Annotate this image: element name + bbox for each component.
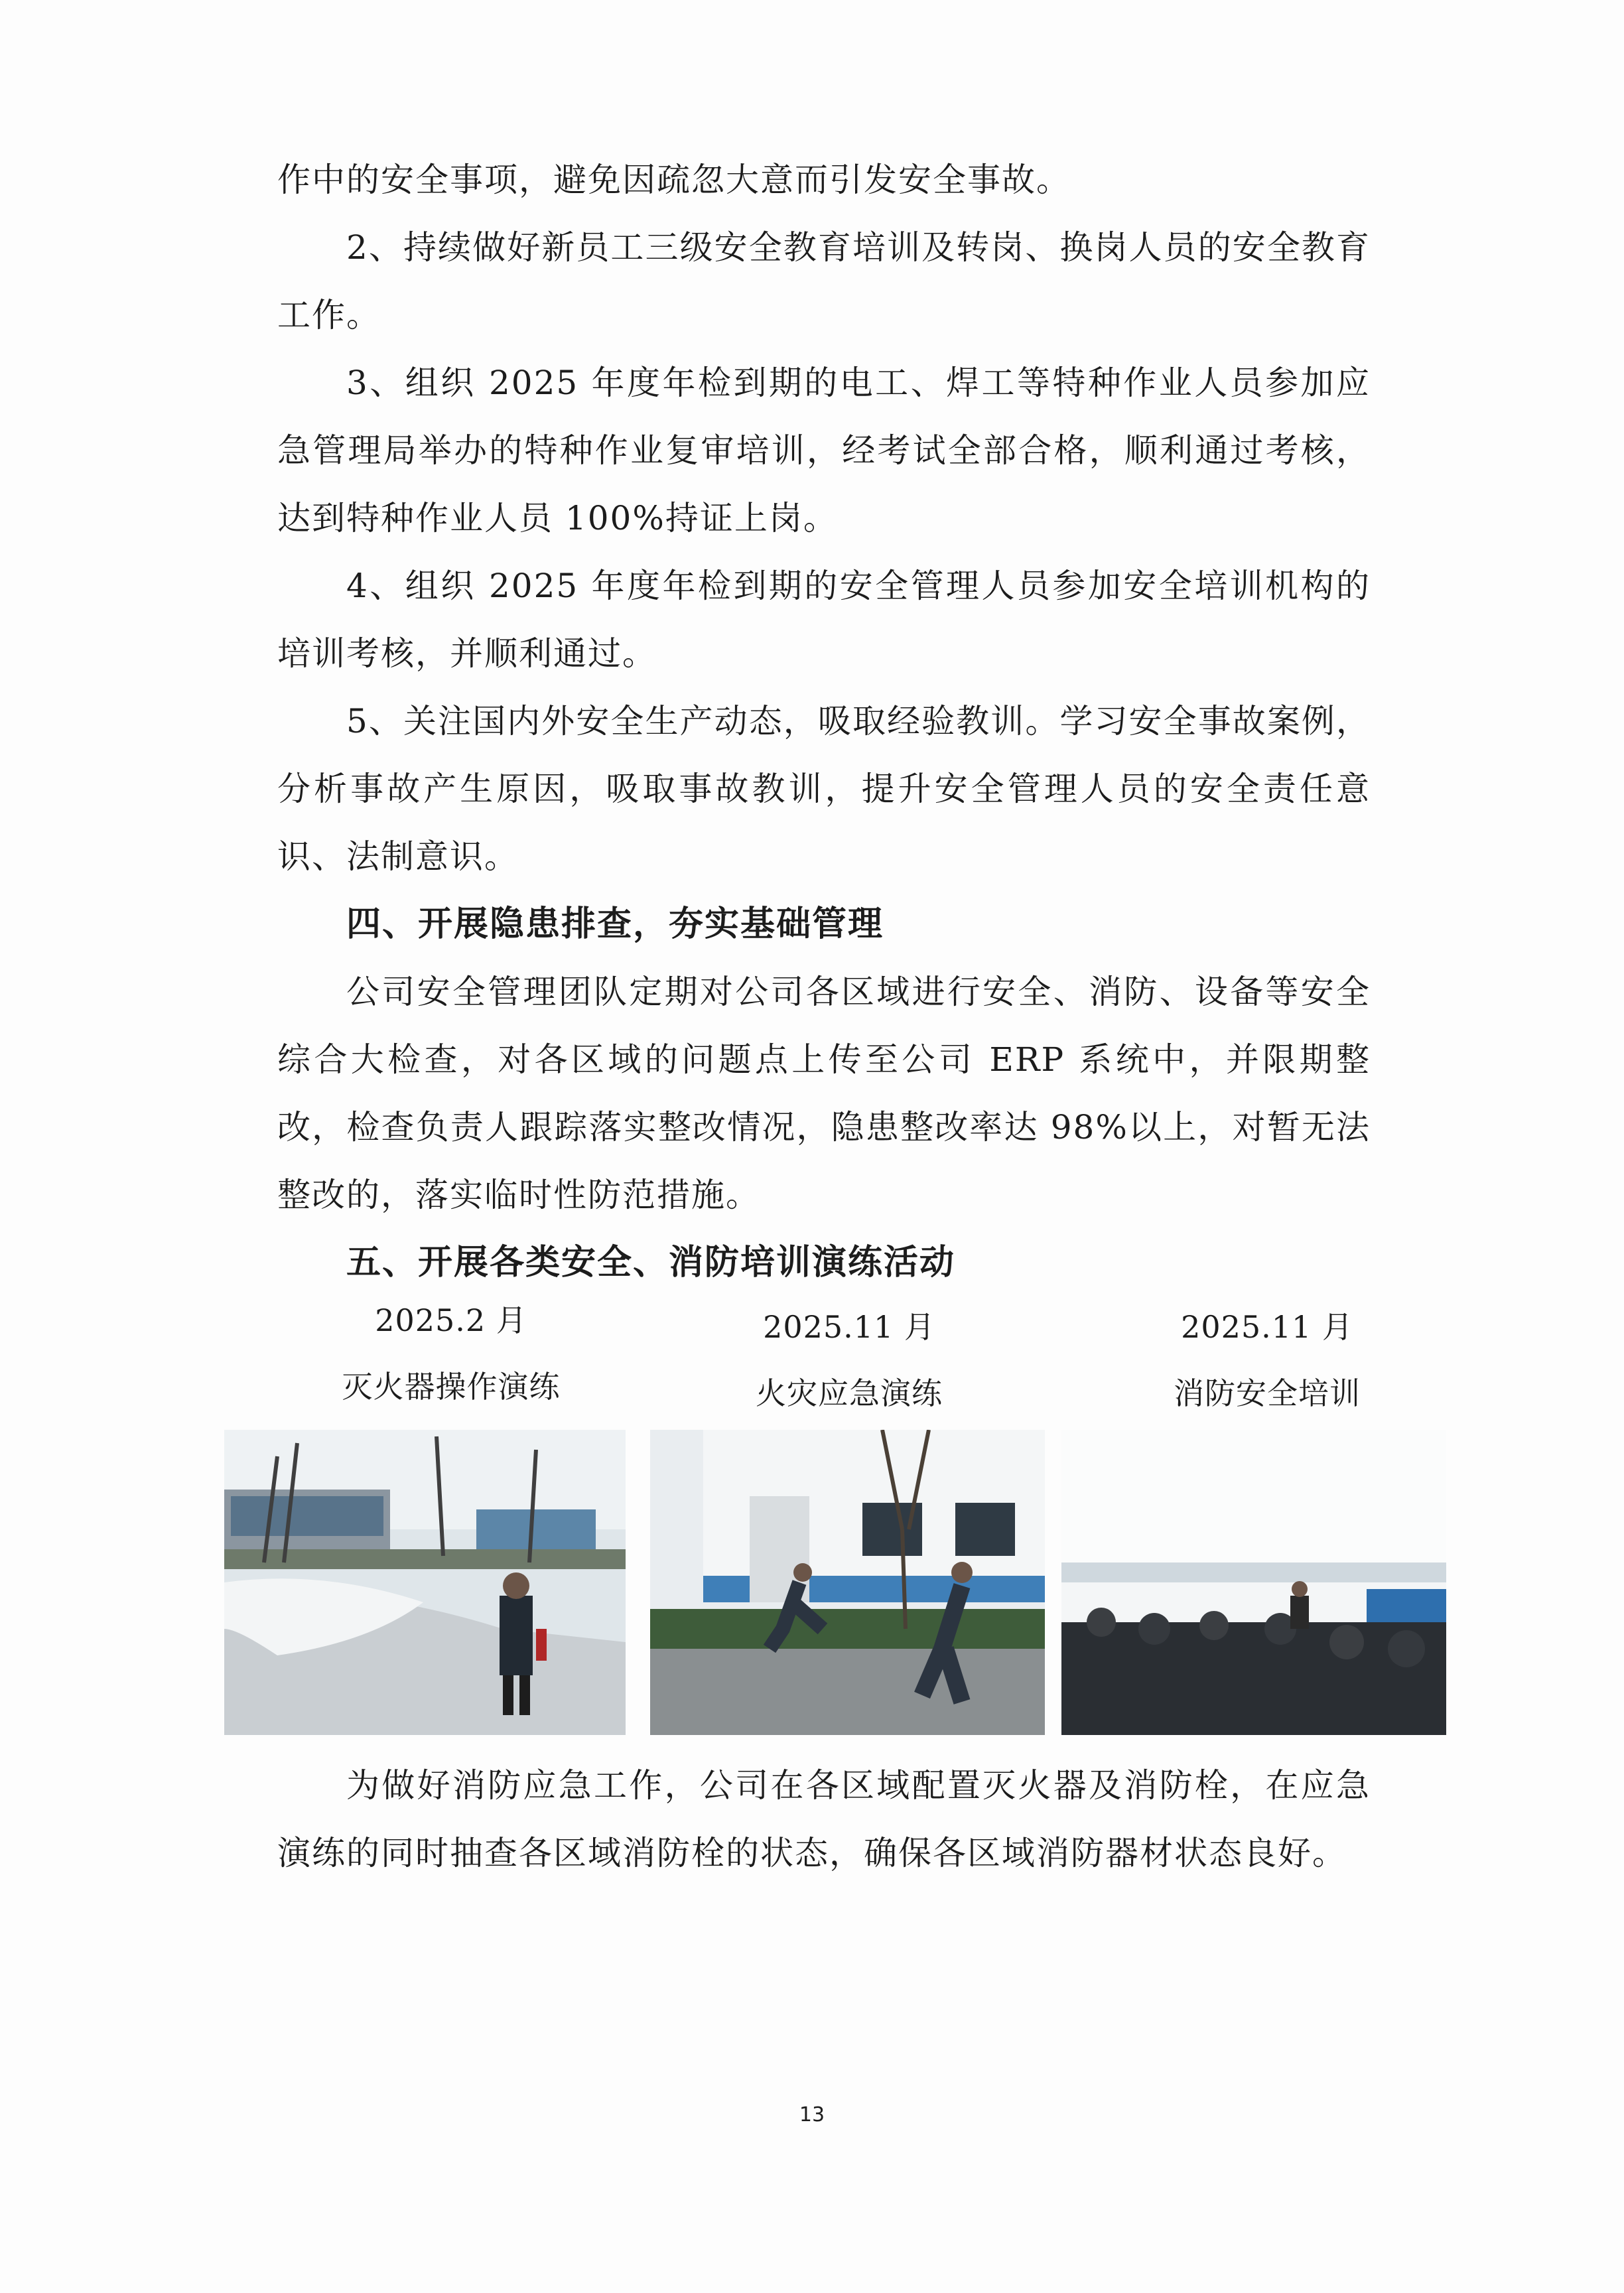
photo-extinguisher-drill-image xyxy=(224,1430,626,1735)
section-heading-5: 五、开展各类安全、消防培训演练活动 xyxy=(346,1243,956,1283)
photo-safety-training-image xyxy=(1061,1430,1446,1735)
paragraph-hazard-inspection: 公司安全管理团队定期对公司各区域进行安全、消防、设备等安全综合大检查，对各区域的问题点上传至公司 ERP 系统中，并限期整改，检查负责人跟踪落实整改情况，隐患整改率达 98%以上，对暂无法整改的，落实临时性防范措施。 xyxy=(277,973,1371,1214)
caption-2-date: 2025.11 月 xyxy=(763,1309,935,1345)
paragraph-item-2: 2、持续做好新员工三级安全教育培训及转岗、换岗人员的安全教育工作。 xyxy=(277,228,1371,334)
photo-captions xyxy=(0,1294,1624,1426)
body-text-lower xyxy=(277,1752,1371,1887)
paragraph-item-5: 5、关注国内外安全生产动态，吸取经验教训。学习安全事故案例，分析事故产生原因，吸取事故教训，提升安全管理人员的安全责任意识、法制意识。 xyxy=(277,702,1371,876)
caption-3-title: 消防安全培训 xyxy=(1174,1375,1361,1411)
caption-2-title: 火灾应急演练 xyxy=(756,1375,943,1411)
body-text-upper xyxy=(277,146,1371,1296)
caption-3-date: 2025.11 月 xyxy=(1181,1309,1353,1345)
paragraph-fire-equipment: 为做好消防应急工作，公司在各区域配置灭火器及消防栓，在应急演练的同时抽查各区域消防栓的状态，确保各区域消防器材状态良好。 xyxy=(277,1766,1371,1872)
paragraph-item-3: 3、组织 2025 年度年检到期的电工、焊工等特种作业人员参加应急管理局举办的特种作业复审培训，经考试全部合格，顺利通过考核，达到特种作业人员 100%持证上岗。 xyxy=(277,364,1371,537)
section-heading-4: 四、开展隐患排查，夯实基础管理 xyxy=(346,904,884,944)
caption-1-date: 2025.2 月 xyxy=(375,1302,527,1338)
photo-safety-training xyxy=(1061,1430,1446,1735)
page-number: 13 xyxy=(799,2103,825,2126)
photo-emergency-drill-image xyxy=(650,1430,1045,1735)
photo-extinguisher-drill xyxy=(224,1430,626,1735)
caption-1-title: 灭火器操作演练 xyxy=(342,1369,561,1405)
paragraph-continuation: 作中的安全事项，避免因疏忽大意而引发安全事故。 xyxy=(277,161,1071,199)
caption-3 xyxy=(1101,1294,1433,1426)
caption-2 xyxy=(683,1294,1015,1426)
paragraph-item-4: 4、组织 2025 年度年检到期的安全管理人员参加安全培训机构的培训考核，并顺利通过。 xyxy=(277,567,1371,673)
photo-emergency-drill xyxy=(650,1430,1045,1735)
caption-1 xyxy=(285,1287,617,1420)
